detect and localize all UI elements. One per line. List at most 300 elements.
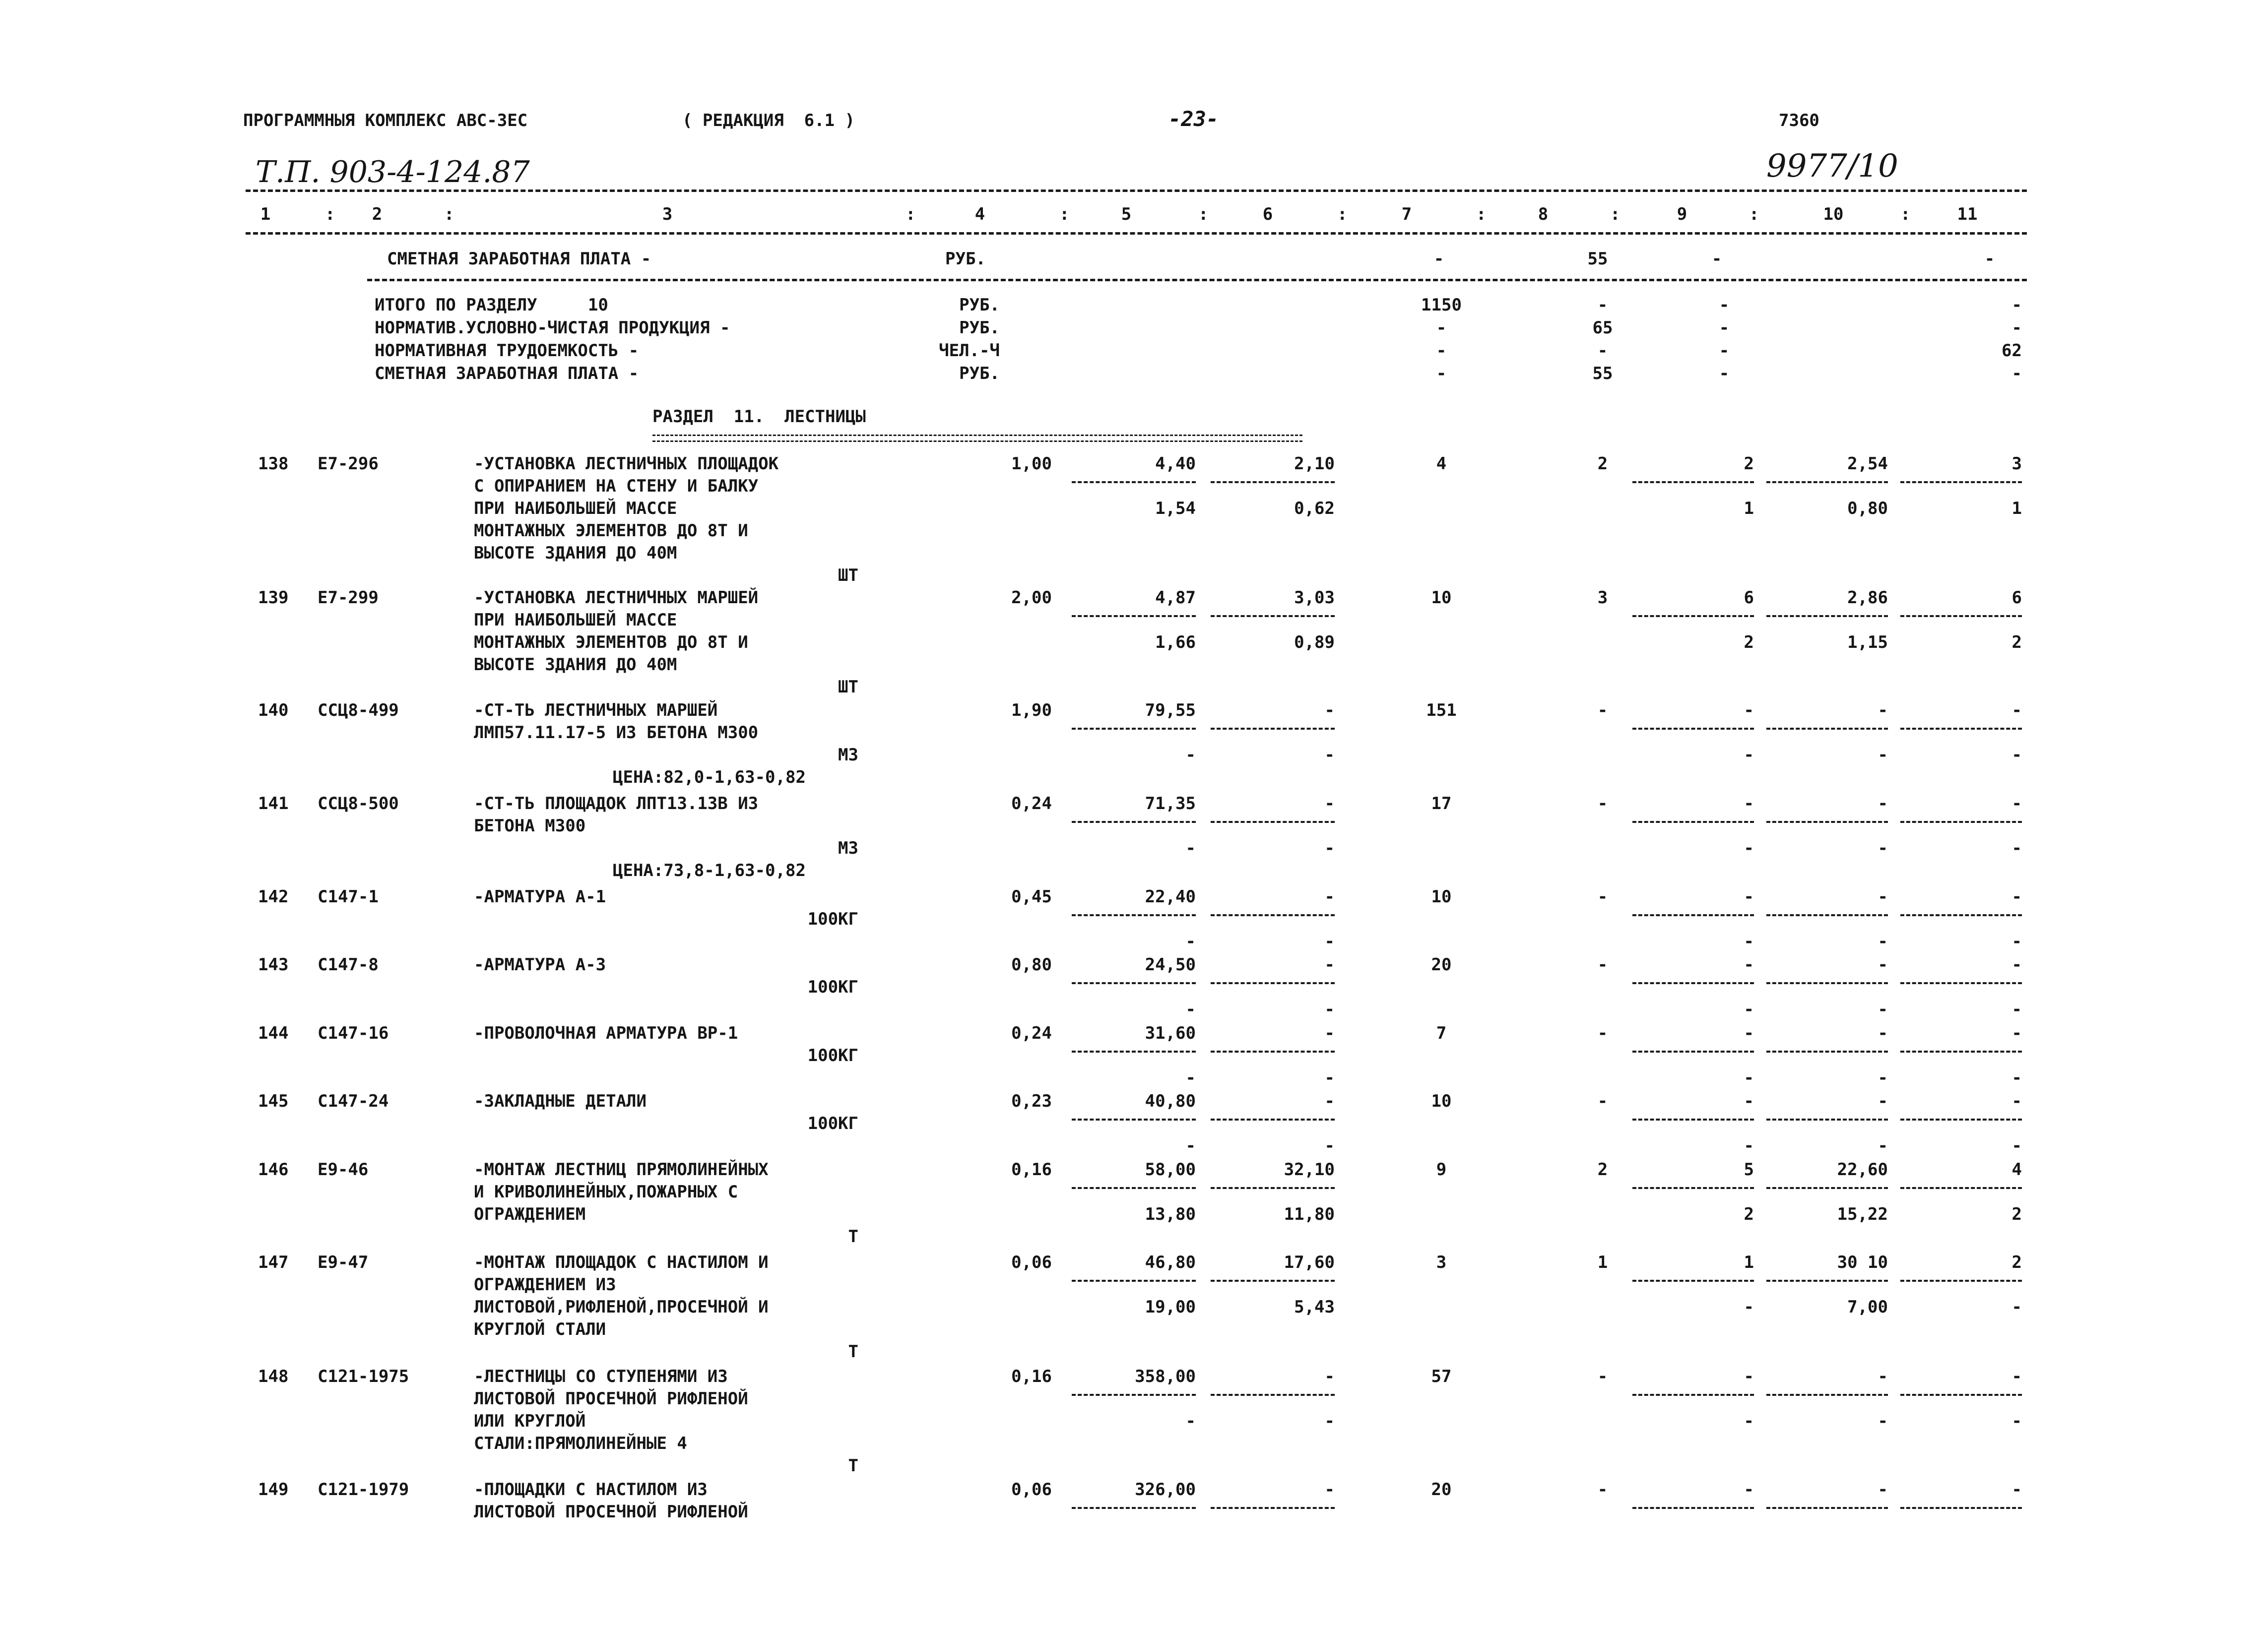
row-split-c9	[1632, 1051, 1754, 1053]
row-split-c11	[1900, 1280, 2022, 1282]
row-number: 141	[258, 794, 289, 814]
row-c6-lower: 0,62	[1294, 499, 1335, 518]
row-c6-lower: -	[1324, 1411, 1335, 1431]
row-c10-lower: -	[1878, 1411, 1888, 1431]
row-split-c6	[1211, 1187, 1335, 1189]
row-c6-lower: -	[1324, 745, 1335, 765]
row-c9-lower: -	[1744, 1000, 1754, 1019]
row-c9-lower: -	[1744, 1136, 1754, 1156]
row-c5-upper: 326,00	[1135, 1480, 1196, 1500]
row-c5-lower: -	[1185, 1068, 1196, 1088]
row-split-c5	[1072, 1394, 1196, 1396]
row-c9-upper: -	[1744, 1367, 1754, 1386]
row-quantity: 1,90	[1011, 700, 1052, 720]
row-c9-upper: 1	[1744, 1253, 1754, 1272]
row-c5-upper: 46,80	[1145, 1253, 1196, 1272]
row-c9-lower: -	[1744, 838, 1754, 858]
row-c10-lower: 0,80	[1847, 499, 1888, 518]
row-description-line: ОГРАЖДЕНИЕМ	[474, 1204, 586, 1224]
row-c5-upper: 4,87	[1155, 588, 1196, 608]
totals-c9: -	[1719, 364, 1730, 383]
row-c6-lower: -	[1324, 1136, 1335, 1156]
column-separator: :	[1749, 204, 1759, 224]
row-c11-lower: -	[2011, 745, 2022, 765]
row-c10-upper: 30 10	[1837, 1253, 1888, 1272]
row-description-line: ЛИСТОВОЙ ПРОСЕЧНОЙ РИФЛЕНОЙ	[474, 1502, 748, 1522]
summary-top-c8: 55	[1587, 249, 1608, 269]
row-c8: -	[1597, 887, 1608, 907]
row-c7: 7	[1436, 1023, 1447, 1043]
row-number: 147	[258, 1253, 289, 1272]
row-split-c11	[1900, 1051, 2022, 1053]
row-c10-upper: 2,86	[1847, 588, 1888, 608]
totals-c11: 62	[2002, 341, 2022, 361]
column-separator: :	[1059, 204, 1070, 224]
column-separator: :	[906, 204, 916, 224]
row-split-c6	[1211, 821, 1335, 823]
summary-top-label: СМЕТНАЯ ЗАРАБОТНАЯ ПЛАТА -	[387, 249, 651, 269]
row-number: 144	[258, 1023, 289, 1043]
totals-c11: -	[2011, 318, 2022, 338]
row-c9-lower: -	[1744, 745, 1754, 765]
row-description-line: КРУГЛОЙ СТАЛИ	[474, 1319, 606, 1339]
row-c9-upper: -	[1744, 1091, 1754, 1111]
row-c11-upper: -	[2011, 794, 2022, 814]
row-c9-upper: -	[1744, 700, 1754, 720]
row-c11-lower: -	[2011, 838, 2022, 858]
row-quantity: 0,80	[1011, 955, 1052, 975]
row-description-line: -УСТАНОВКА ЛЕСТНИЧНЫХ ПЛОЩАДОК	[474, 454, 779, 474]
totals-c7: 1150	[1421, 295, 1462, 315]
totals-c7: -	[1436, 364, 1447, 383]
row-code: ССЦ8-499	[318, 700, 399, 720]
row-code: Е7-299	[318, 588, 379, 608]
column-number: 3	[662, 204, 673, 224]
row-split-c9	[1632, 821, 1754, 823]
row-c9-lower: -	[1744, 1297, 1754, 1317]
row-c7: 10	[1431, 1091, 1452, 1111]
row-c6-lower: -	[1324, 932, 1335, 951]
summary-top-c9: -	[1711, 249, 1722, 269]
row-description-line: -МОНТАЖ ПЛОЩАДОК С НАСТИЛОМ И	[474, 1253, 769, 1272]
row-c5-upper: 58,00	[1145, 1160, 1196, 1180]
row-description-line: ВЫСОТЕ ЗДАНИЯ ДО 40М	[474, 655, 677, 675]
totals-c8: 55	[1592, 364, 1613, 383]
row-split-c6	[1211, 615, 1335, 617]
row-c9-lower: 2	[1744, 632, 1754, 652]
column-number: 7	[1401, 204, 1412, 224]
row-split-c9	[1632, 914, 1754, 916]
row-split-c6	[1211, 1507, 1335, 1509]
row-c7: 151	[1426, 700, 1457, 720]
column-number: 2	[372, 204, 383, 224]
row-c11-lower: -	[2011, 1411, 2022, 1431]
summary-top-unit: РУБ.	[945, 249, 986, 269]
row-number: 142	[258, 887, 289, 907]
row-unit: 100КГ	[807, 1114, 858, 1133]
row-c5-lower: -	[1185, 838, 1196, 858]
row-description-line: МОНТАЖНЫХ ЭЛЕМЕНТОВ ДО 8Т И	[474, 632, 748, 652]
row-c9-lower: -	[1744, 932, 1754, 951]
row-c8: -	[1597, 1367, 1608, 1386]
row-split-c6	[1211, 914, 1335, 916]
row-c8: -	[1597, 1480, 1608, 1500]
row-split-c10	[1766, 1187, 1888, 1189]
row-c9-lower: -	[1744, 1068, 1754, 1088]
row-c11-lower: -	[2011, 1000, 2022, 1019]
section-title: РАЗДЕЛ 11. ЛЕСТНИЦЫ	[652, 407, 866, 427]
row-description-line: С ОПИРАНИЕМ НА СТЕНУ И БАЛКУ	[474, 476, 759, 496]
row-c11-lower: -	[2011, 932, 2022, 951]
totals-unit: РУБ.	[959, 364, 1000, 383]
column-number: 11	[1957, 204, 1978, 224]
totals-label: НОРМАТИВ.УСЛОВНО-ЧИСТАЯ ПРОДУКЦИЯ -	[375, 318, 730, 338]
row-description-line: -МОНТАЖ ЛЕСТНИЦ ПРЯМОЛИНЕЙНЫХ	[474, 1160, 769, 1180]
row-unit: 100КГ	[807, 1046, 858, 1065]
row-split-c5	[1072, 615, 1196, 617]
row-split-c11	[1900, 728, 2022, 730]
row-description-line: -СТ-ТЬ ПЛОЩАДОК ЛПТ13.13В ИЗ	[474, 794, 759, 814]
row-c5-lower: -	[1185, 1136, 1196, 1156]
row-quantity: 0,16	[1011, 1160, 1052, 1180]
row-c10-lower: -	[1878, 1136, 1888, 1156]
header-rule	[246, 189, 2027, 192]
row-split-c10	[1766, 1051, 1888, 1053]
row-c6-upper: -	[1324, 1023, 1335, 1043]
totals-unit: РУБ.	[959, 318, 1000, 338]
column-number: 4	[974, 204, 985, 224]
row-code: С121-1975	[318, 1367, 409, 1386]
row-c10-lower: -	[1878, 932, 1888, 951]
row-number: 148	[258, 1367, 289, 1386]
document-code: 7360	[1779, 111, 1819, 130]
row-c5-lower: -	[1185, 745, 1196, 765]
row-split-c11	[1900, 1394, 2022, 1396]
row-code: Е9-47	[318, 1253, 369, 1272]
row-c6-upper: -	[1324, 1480, 1335, 1500]
row-split-c6	[1211, 1394, 1335, 1396]
column-number: 9	[1677, 204, 1687, 224]
row-c10-upper: -	[1878, 955, 1888, 975]
row-quantity: 0,24	[1011, 1023, 1052, 1043]
column-separator: :	[1476, 204, 1487, 224]
row-c6-upper: -	[1324, 887, 1335, 907]
row-c10-upper: -	[1878, 1367, 1888, 1386]
row-c10-upper: -	[1878, 700, 1888, 720]
row-c10-lower: 1,15	[1847, 632, 1888, 652]
row-c8: -	[1597, 955, 1608, 975]
row-c8: -	[1597, 700, 1608, 720]
row-c11-lower: -	[2011, 1136, 2022, 1156]
row-description-line: -ПЛОЩАДКИ С НАСТИЛОМ ИЗ	[474, 1480, 708, 1500]
row-c9-upper: -	[1744, 794, 1754, 814]
row-unit: Т	[848, 1456, 858, 1476]
totals-c9: -	[1719, 295, 1730, 315]
totals-c11: -	[2011, 295, 2022, 315]
row-price-note: ЦЕНА:82,0-1,63-0,82	[613, 767, 806, 787]
row-c5-upper: 79,55	[1145, 700, 1196, 720]
row-quantity: 0,06	[1011, 1480, 1052, 1500]
row-c9-lower: 1	[1744, 499, 1754, 518]
row-c5-upper: 24,50	[1145, 955, 1196, 975]
row-c11-lower: -	[2011, 1068, 2022, 1088]
row-c11-lower: -	[2011, 1297, 2022, 1317]
row-c7: 4	[1436, 454, 1447, 474]
row-quantity: 0,24	[1011, 794, 1052, 814]
row-c6-upper: -	[1324, 1367, 1335, 1386]
row-c8: 1	[1597, 1253, 1608, 1272]
row-c7: 57	[1431, 1367, 1452, 1386]
row-quantity: 0,23	[1011, 1091, 1052, 1111]
row-c10-lower: 15,22	[1837, 1204, 1888, 1224]
row-description-line: ИЛИ КРУГЛОЙ	[474, 1411, 586, 1431]
row-c10-upper: -	[1878, 887, 1888, 907]
row-unit: ШТ	[838, 677, 858, 697]
row-c9-upper: -	[1744, 1480, 1754, 1500]
row-c11-upper: -	[2011, 1091, 2022, 1111]
row-split-c5	[1072, 728, 1196, 730]
totals-unit: ЧЕЛ.-Ч	[939, 341, 1000, 361]
row-c6-lower: -	[1324, 1068, 1335, 1088]
row-code: Е7-296	[318, 454, 379, 474]
row-unit: М3	[838, 745, 858, 765]
row-c11-upper: 3	[2011, 454, 2022, 474]
row-description-line: И КРИВОЛИНЕЙНЫХ,ПОЖАРНЫХ С	[474, 1182, 738, 1202]
row-split-c11	[1900, 1119, 2022, 1121]
row-split-c5	[1072, 914, 1196, 916]
row-code: Е9-46	[318, 1160, 369, 1180]
row-description-line: -СТ-ТЬ ЛЕСТНИЧНЫХ МАРШЕЙ	[474, 700, 718, 720]
totals-label: СМЕТНАЯ ЗАРАБОТНАЯ ПЛАТА -	[375, 364, 639, 383]
row-split-c9	[1632, 1280, 1754, 1282]
row-c10-lower: -	[1878, 1000, 1888, 1019]
row-c10-upper: 22,60	[1837, 1160, 1888, 1180]
totals-c9: -	[1719, 341, 1730, 361]
row-c10-upper: -	[1878, 1091, 1888, 1111]
row-description-line: СТАЛИ:ПРЯМОЛИНЕЙНЫЕ 4	[474, 1434, 687, 1453]
row-number: 139	[258, 588, 289, 608]
column-number: 1	[260, 204, 271, 224]
row-number: 149	[258, 1480, 289, 1500]
row-c9-upper: 5	[1744, 1160, 1754, 1180]
row-split-c6	[1211, 481, 1335, 483]
row-c5-upper: 31,60	[1145, 1023, 1196, 1043]
row-c6-lower: 0,89	[1294, 632, 1335, 652]
row-unit: 100КГ	[807, 977, 858, 997]
row-c11-lower: 2	[2011, 632, 2022, 652]
row-split-c11	[1900, 821, 2022, 823]
row-split-c9	[1632, 615, 1754, 617]
row-split-c5	[1072, 1187, 1196, 1189]
row-c6-upper: -	[1324, 700, 1335, 720]
row-c5-upper: 40,80	[1145, 1091, 1196, 1111]
row-c8: 2	[1597, 454, 1608, 474]
row-c7: 17	[1431, 794, 1452, 814]
row-split-c10	[1766, 615, 1888, 617]
row-c6-upper: 32,10	[1284, 1160, 1335, 1180]
row-split-c9	[1632, 982, 1754, 984]
totals-c8: -	[1597, 341, 1608, 361]
row-c10-upper: -	[1878, 794, 1888, 814]
row-description-line: ОГРАЖДЕНИЕМ ИЗ	[474, 1275, 616, 1295]
row-split-c9	[1632, 1394, 1754, 1396]
row-c7: 9	[1436, 1160, 1447, 1180]
totals-c9: -	[1719, 318, 1730, 338]
row-c11-lower: 2	[2011, 1204, 2022, 1224]
totals-c11: -	[2011, 364, 2022, 383]
row-c7: 20	[1431, 955, 1452, 975]
row-code: С147-16	[318, 1023, 389, 1043]
row-c10-upper: -	[1878, 1023, 1888, 1043]
row-unit: 100КГ	[807, 909, 858, 929]
row-split-c11	[1900, 481, 2022, 483]
row-quantity: 0,45	[1011, 887, 1052, 907]
row-c8: -	[1597, 794, 1608, 814]
row-c10-lower: -	[1878, 1068, 1888, 1088]
row-unit: Т	[848, 1342, 858, 1362]
row-c5-upper: 22,40	[1145, 887, 1196, 907]
row-quantity: 1,00	[1011, 454, 1052, 474]
column-separator: :	[325, 204, 335, 224]
program-title: ПРОГРАММНЫЯ КОМПЛЕКС АВС-ЗЕС	[243, 111, 528, 130]
totals-label: НОРМАТИВНАЯ ТРУДОЕМКОСТЬ -	[375, 341, 639, 361]
row-description-line: -АРМАТУРА А-3	[474, 955, 606, 975]
row-c6-lower: 5,43	[1294, 1297, 1335, 1317]
row-split-c10	[1766, 1394, 1888, 1396]
totals-c7: -	[1436, 341, 1447, 361]
row-split-c5	[1072, 481, 1196, 483]
row-number: 143	[258, 955, 289, 975]
row-c6-upper: -	[1324, 794, 1335, 814]
row-c9-upper: -	[1744, 1023, 1754, 1043]
totals-c8: 65	[1592, 318, 1613, 338]
row-split-c5	[1072, 1119, 1196, 1121]
row-split-c9	[1632, 1119, 1754, 1121]
row-split-c11	[1900, 982, 2022, 984]
row-c6-upper: 17,60	[1284, 1253, 1335, 1272]
edition-label: ( РЕДАКЦИЯ 6.1 )	[682, 111, 855, 130]
row-c11-upper: -	[2011, 700, 2022, 720]
row-number: 140	[258, 700, 289, 720]
sheet-mark: 9977/10	[1766, 148, 1898, 185]
column-number: 5	[1121, 204, 1132, 224]
column-separator: :	[1337, 204, 1348, 224]
row-split-c10	[1766, 982, 1888, 984]
row-split-c11	[1900, 914, 2022, 916]
row-description-line: ЛИСТОВОЙ ПРОСЕЧНОЙ РИФЛЕНОЙ	[474, 1389, 748, 1409]
column-separator: :	[1610, 204, 1620, 224]
totals-c8: -	[1597, 295, 1608, 315]
row-description-line: ВЫСОТЕ ЗДАНИЯ ДО 40М	[474, 543, 677, 563]
column-separator: :	[1900, 204, 1911, 224]
column-number: 10	[1823, 204, 1844, 224]
row-c8: 2	[1597, 1160, 1608, 1180]
row-c7: 10	[1431, 588, 1452, 608]
row-split-c6	[1211, 982, 1335, 984]
row-c6-lower: -	[1324, 1000, 1335, 1019]
row-c9-upper: 2	[1744, 454, 1754, 474]
row-quantity: 2,00	[1011, 588, 1052, 608]
project-number: Т.П. 903-4-124.87	[256, 155, 530, 189]
row-split-c9	[1632, 1187, 1754, 1189]
row-c8: 3	[1597, 588, 1608, 608]
row-c6-upper: 2,10	[1294, 454, 1335, 474]
row-c10-lower: -	[1878, 838, 1888, 858]
row-split-c10	[1766, 821, 1888, 823]
row-unit: ШТ	[838, 565, 858, 585]
row-description-line: ПРИ НАИБОЛЬШЕЙ МАССЕ	[474, 610, 677, 630]
row-c7: 3	[1436, 1253, 1447, 1272]
row-c8: -	[1597, 1091, 1608, 1111]
summary-top-c7: -	[1433, 249, 1444, 269]
row-c6-upper: 3,03	[1294, 588, 1335, 608]
row-split-c9	[1632, 1507, 1754, 1509]
row-code: ССЦ8-500	[318, 794, 399, 814]
row-description-line: ПРИ НАИБОЛЬШЕЙ МАССЕ	[474, 499, 677, 518]
summary-top-c11: -	[1984, 249, 1995, 269]
row-c6-upper: -	[1324, 955, 1335, 975]
row-description-line: -ЗАКЛАДНЫЕ ДЕТАЛИ	[474, 1091, 647, 1111]
row-split-c11	[1900, 1187, 2022, 1189]
row-split-c11	[1900, 1507, 2022, 1509]
row-split-c10	[1766, 1280, 1888, 1282]
row-c5-lower: -	[1185, 1411, 1196, 1431]
row-c10-upper: 2,54	[1847, 454, 1888, 474]
row-c10-lower: 7,00	[1847, 1297, 1888, 1317]
row-split-c6	[1211, 1119, 1335, 1121]
row-c6-upper: -	[1324, 1091, 1335, 1111]
row-c11-upper: 2	[2011, 1253, 2022, 1272]
row-split-c6	[1211, 1280, 1335, 1282]
row-split-c9	[1632, 728, 1754, 730]
row-description-line: -ПРОВОЛОЧНАЯ АРМАТУРА ВР-1	[474, 1023, 738, 1043]
row-c10-lower: -	[1878, 745, 1888, 765]
row-c11-upper: -	[2011, 955, 2022, 975]
row-split-c6	[1211, 728, 1335, 730]
row-split-c5	[1072, 982, 1196, 984]
row-c11-lower: 1	[2011, 499, 2022, 518]
row-code: С121-1979	[318, 1480, 409, 1500]
row-c5-lower: 19,00	[1145, 1297, 1196, 1317]
row-c5-upper: 358,00	[1135, 1367, 1196, 1386]
row-description-line: БЕТОНА М300	[474, 816, 586, 836]
row-c10-upper: -	[1878, 1480, 1888, 1500]
row-c7: 10	[1431, 887, 1452, 907]
row-code: С147-24	[318, 1091, 389, 1111]
row-c11-upper: -	[2011, 1367, 2022, 1386]
summary-top-rule	[367, 279, 2027, 281]
page-number: -23-	[1168, 107, 1219, 131]
row-price-note: ЦЕНА:73,8-1,63-0,82	[613, 861, 806, 880]
row-c5-upper: 4,40	[1155, 454, 1196, 474]
row-c5-upper: 71,35	[1145, 794, 1196, 814]
totals-label: ИТОГО ПО РАЗДЕЛУ 10	[375, 295, 608, 315]
totals-c7: -	[1436, 318, 1447, 338]
row-c8: -	[1597, 1023, 1608, 1043]
row-unit: Т	[848, 1227, 858, 1247]
row-c9-upper: -	[1744, 887, 1754, 907]
row-c5-lower: 1,54	[1155, 499, 1196, 518]
row-c5-lower: -	[1185, 1000, 1196, 1019]
row-c7: 20	[1431, 1480, 1452, 1500]
row-code: С147-8	[318, 955, 379, 975]
row-description-line: -АРМАТУРА А-1	[474, 887, 606, 907]
column-separator: :	[1198, 204, 1209, 224]
row-c9-upper: -	[1744, 955, 1754, 975]
row-split-c10	[1766, 1119, 1888, 1121]
row-c9-lower: 2	[1744, 1204, 1754, 1224]
row-split-c10	[1766, 481, 1888, 483]
